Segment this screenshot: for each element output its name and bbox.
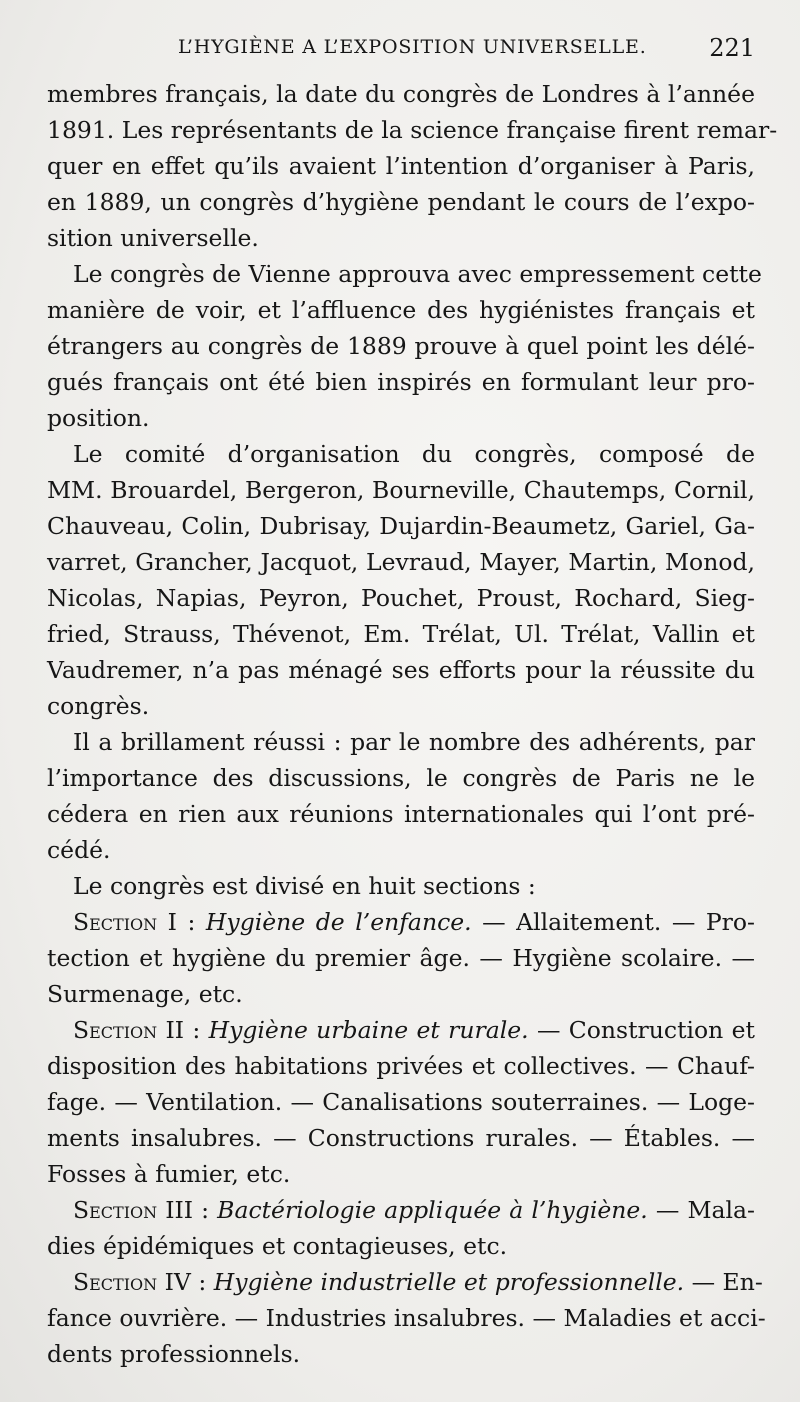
text-line: dies épidémiques et contagieuses, etc.: [47, 1232, 508, 1260]
text-line: disposition des habitations privées et collectives. — Chauf-: [47, 1052, 755, 1080]
text-line: Vaudremer, n’a pas ménagé ses efforts pour la réussite du: [47, 656, 755, 684]
text-line: fried, Strauss, Thévenot, Em. Trélat, Ul. Trélat, Vallin et: [47, 620, 755, 648]
paragraph: [47, 724, 755, 868]
text-line: Le comité d’organisation du congrès, composé de: [73, 440, 755, 468]
paragraph: [47, 868, 755, 904]
text-line: manière de voir, et l’affluence des hygiénistes français et: [47, 296, 755, 324]
section-label: Section IV :: [73, 1268, 207, 1296]
section-title: Hygiène de l’enfance.: [205, 908, 472, 936]
section-text: — Construction et: [528, 1016, 755, 1044]
section-title: Hygiène urbaine et rurale.: [208, 1016, 529, 1044]
page-header: [0, 30, 800, 70]
text-line: position.: [47, 404, 150, 432]
text-line: varret, Grancher, Jacquot, Levraud, Mayer, Martin, Monod,: [47, 548, 755, 576]
section-title: Bactériologie appliquée à l’hygiène.: [217, 1196, 648, 1224]
text-line: quer en effet qu’ils avaient l’intention d’organiser à Paris,: [47, 152, 755, 180]
text-line: Chauveau, Colin, Dubrisay, Dujardin-Beaumetz, Gariel, Ga-: [47, 512, 755, 540]
text-line: étrangers au congrès de 1889 prouve à quel point les délé-: [47, 332, 755, 360]
section-label: Section II :: [73, 1016, 201, 1044]
text-line: en 1889, un congrès d’hygiène pendant le cours de l’expo-: [47, 188, 755, 216]
text-line: Nicolas, Napias, Peyron, Pouchet, Proust, Rochard, Sieg-: [47, 584, 755, 612]
section-entry: [47, 1192, 755, 1264]
text-line: sition universelle.: [47, 224, 259, 252]
text-line: Surmenage, etc.: [47, 980, 243, 1008]
section-label: Section III :: [73, 1196, 210, 1224]
paragraph: [47, 76, 778, 256]
section-heading-line: [47, 1192, 755, 1228]
text-line: fage. — Ventilation. — Canalisations souterraines. — Loge-: [47, 1088, 755, 1116]
section-entry: [47, 1012, 755, 1192]
section-text: — Allaitement. — Pro-: [471, 908, 755, 936]
text-line: cédé.: [47, 836, 111, 864]
text-line: membres français, la date du congrès de Londres à l’année: [47, 80, 755, 108]
text-line: cédera en rien aux réunions internationales qui l’ont pré-: [47, 800, 755, 828]
page-body: [47, 76, 778, 1372]
section-label: Section I :: [73, 908, 196, 936]
paragraph: [47, 436, 755, 724]
text-line: Il a brillament réussi : par le nombre des adhérents, par: [73, 728, 755, 756]
text-line: tection et hygiène du premier âge. — Hygiène scolaire. —: [47, 944, 755, 972]
text-line: Le congrès est divisé en huit sections :: [73, 872, 536, 900]
section-entry: [47, 1264, 766, 1372]
text-line: dents professionnels.: [47, 1340, 301, 1368]
text-line: Le congrès de Vienne approuva avec empressement cette: [73, 260, 762, 288]
paragraph: [47, 256, 762, 436]
section-heading-line: [47, 1012, 755, 1048]
text-line: l’importance des discussions, le congrès de Paris ne le: [47, 764, 755, 792]
running-title: L’HYGIÈNE A L’EXPOSITION UNIVERSELLE.: [178, 36, 647, 58]
text-line: gués français ont été bien inspirés en formulant leur pro-: [47, 368, 755, 396]
section-text: — Mala-: [647, 1196, 755, 1224]
section-entry: [47, 904, 755, 1012]
text-line: fance ouvrière. — Industries insalubres. — Maladies et acci-: [47, 1304, 766, 1332]
section-text: — En-: [684, 1268, 763, 1296]
text-line: Fosses à fumier, etc.: [47, 1160, 291, 1188]
text-line: MM. Brouardel, Bergeron, Bourneville, Chautemps, Cornil,: [47, 476, 755, 504]
section-heading-line: [47, 904, 755, 940]
page-number: 221: [709, 34, 755, 62]
text-line: ments insalubres. — Constructions rurales. — Étables. —: [47, 1124, 755, 1152]
section-heading-line: [47, 1264, 763, 1300]
section-title: Hygiène industrielle et professionnelle.: [213, 1268, 685, 1296]
text-line: 1891. Les représentants de la science française firent remar-: [47, 116, 778, 144]
text-line: congrès.: [47, 692, 150, 720]
